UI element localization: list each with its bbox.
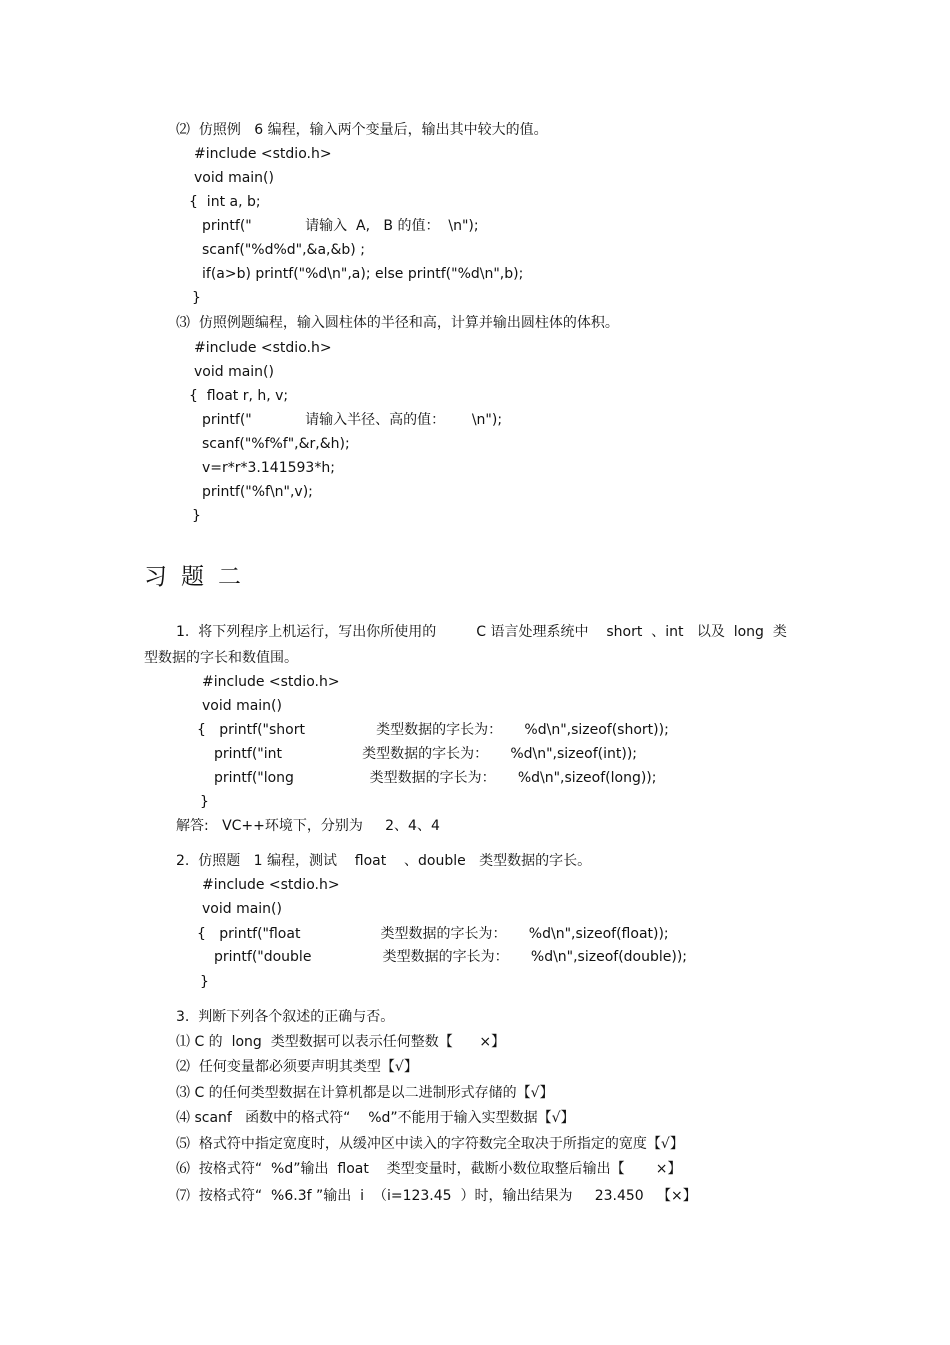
q3-code-line: #include <stdio.h> (194, 340, 332, 356)
ex2-code-line: #include <stdio.h> (202, 877, 340, 893)
q2-code-line: if(a>b) printf("%d\n",a); else printf("%d\n",b); (202, 266, 524, 282)
q3-heading: ⑶ 仿照例题编程，输入圆柱体的半径和高，计算并输出圆柱体的体积。 (176, 315, 619, 331)
ex3-item: ⑺ 按格式符“ %6.3f ”输出 i （i=123.45 ）时，输出结果为 23.450 【×】 (176, 1188, 697, 1204)
ex1-code-line: void main() (202, 698, 282, 714)
ex3-item: ⑴ C 的 long 类型数据可以表示任何整数【 ×】 (176, 1034, 506, 1050)
ex1-code-line: printf("long 类型数据的字长为： %d\n",sizeof(long)); (214, 770, 657, 786)
q2-code-line: scanf("%d%d",&a,&b) ; (202, 242, 365, 258)
q3-code-line: void main() (194, 364, 274, 380)
q2-heading: ⑵ 仿照例 6 编程，输入两个变量后，输出其中较大的值。 (176, 122, 548, 138)
q3-code-line: printf("%f\n",v); (202, 484, 313, 500)
ex1-question-line2: 型数据的字长和数值围。 (144, 650, 298, 666)
ex3-item: ⑹ 按格式符“ %d”输出 float 类型变量时，截断小数位取整后输出【 ×】 (176, 1161, 682, 1177)
q2-code-line: void main() (194, 170, 274, 186)
ex2-code-line: void main() (202, 901, 282, 917)
ex3-item: ⑵ 任何变量都必须要声明其类型【√】 (176, 1059, 418, 1075)
q2-code-line: printf(" 请输入 A, B 的值： \n"); (202, 218, 479, 234)
ex3-item: ⑷ scanf 函数中的格式符“ %d”不能用于输入实型数据【√】 (176, 1110, 575, 1126)
ex1-code-line: #include <stdio.h> (202, 674, 340, 690)
ex2-code-line: printf("double 类型数据的字长为： %d\n",sizeof(double)); (214, 949, 688, 965)
ex1-answer: 解答: VC++环境下，分别为 2、4、4 (176, 818, 440, 834)
ex2-code-line: } (200, 974, 209, 990)
ex2-code-line: { printf("float 类型数据的字长为： %d\n",sizeof(float)); (197, 926, 669, 942)
q3-code-line: scanf("%f%f",&r,&h); (202, 436, 350, 452)
ex1-code-line: } (200, 794, 209, 810)
ex1-question-line1: 1. 将下列程序上机运行，写出你所使用的 C 语言处理系统中 short 、int 以及 long 类 (176, 624, 787, 640)
ex3-heading: 3. 判断下列各个叙述的正确与否。 (176, 1009, 395, 1025)
q3-code-line: printf(" 请输入半径、高的值： \n"); (202, 412, 503, 428)
ex2-heading: 2. 仿照题 1 编程，测试 float 、double 类型数据的字长。 (176, 853, 592, 869)
q3-code-line: } (192, 508, 201, 524)
ex1-code-line: printf("int 类型数据的字长为： %d\n",sizeof(int)); (214, 746, 637, 762)
q2-code-line: } (192, 290, 201, 306)
q2-code-line: { int a, b; (189, 194, 261, 210)
ex3-item: ⑸ 格式符中指定宽度时，从缓冲区中读入的字符数完全取决于所指定的宽度【√】 (176, 1136, 684, 1152)
q3-code-line: { float r, h, v; (189, 388, 289, 404)
q3-code-line: v=r*r*3.141593*h; (202, 460, 335, 476)
ex3-item: ⑶ C 的任何类型数据在计算机都是以二进制形式存储的【√】 (176, 1085, 554, 1101)
section-title: 习题二 (144, 564, 255, 590)
ex1-code-line: { printf("short 类型数据的字长为： %d\n",sizeof(short)); (197, 722, 669, 738)
q2-code-line: #include <stdio.h> (194, 146, 332, 162)
